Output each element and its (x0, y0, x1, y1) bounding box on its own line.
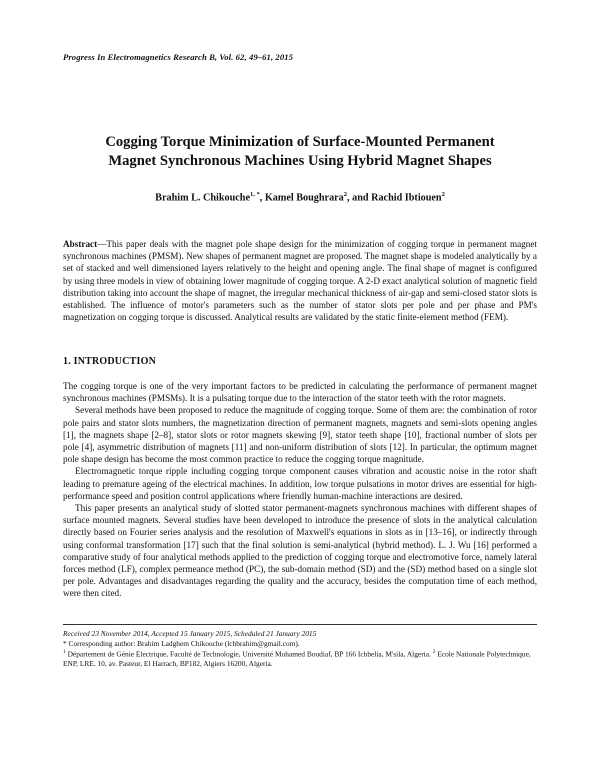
affiliation-1-text: Département de Génie Electrique, Faculté de Technologie, Université Mohamed Boudiaf, BP 166 Ichbelia, M'sila, Algeria. (65, 649, 433, 659)
received-dates: Received 23 November 2014, Accepted 15 January 2015, Scheduled 21 January 2015 (63, 629, 317, 638)
footnote-divider (63, 624, 537, 625)
footnote-mark: 1 (63, 649, 66, 656)
author-name: Brahim L. Chikouche (155, 192, 250, 204)
title-line-2: Magnet Synchronous Machines Using Hybrid Magnet Shapes (108, 153, 492, 169)
author-separator: , and (347, 192, 372, 204)
footnote-mark: * (63, 638, 67, 648)
paper-title (60, 133, 540, 171)
body-paragraph: The cogging torque is one of the very important factors to be predicted in calculating the performance of permanent magnet synchronous machines (PMSMs). It is a pulsating torque due to the interaction of the stator teeth with the rotor magnets. (63, 381, 537, 404)
abstract-label: Abstract (63, 239, 98, 249)
footnote-mark: 2 (432, 649, 436, 656)
title-line-1: Cogging Torque Minimization of Surface-Mounted Permanent (105, 134, 495, 150)
abstract (63, 238, 537, 323)
author-affiliation-mark: 1, * (249, 191, 260, 198)
section-heading: 1. INTRODUCTION (63, 356, 157, 367)
body-paragraph: Several methods have been proposed to reduce the magnitude of cogging torque. Some of them are: the combination of rotor pole pairs and stator slots numbers, the magnetization direction of permanent magnets, magnets and semi-slots opening angles [1], the magnets shape [2–8], stator slots or rotor magnets skewing [9], stator teeth shape [10], fractional number of slots per pole [4], asymmetric distribution of magnets [11] and non-uniform distribution of slots [12]. In particular, the optimum magnet pole shape design has become the most common practice to reduce the cogging torque magnitude. (63, 405, 537, 465)
affiliations-note (63, 648, 537, 669)
abstract-dash: — (97, 239, 107, 249)
journal-header: Progress In Electromagnetics Research B, Vol. 62, 49–61, 2015 (63, 52, 294, 62)
author-separator: , (259, 192, 265, 204)
author-affiliation-mark: 2 (343, 191, 348, 198)
affiliation-2-text: Ecole Nationale Polytechnique, ENP, LRE. 10, av. Pasteur, El Harrach, BP182, Algiers 16200, Algeria. (63, 649, 531, 669)
corresponding-author-text: Corresponding author: Brahim Ladghem Chikouche (lchbrahim@gmail.com). (66, 638, 300, 648)
footnotes (63, 629, 537, 669)
author-affiliation-mark: 2 (441, 191, 445, 198)
author-list (60, 191, 540, 203)
abstract-text: This paper deals with the magnet pole shape design for the minimization of cogging torque in permanent magnet synchronous machines (PMSM). New shapes of permanent magnet are proposed. The magnet shape is modeled analytically by a set of stacked and well dimensioned layers relatively to the height and opening angle. The final shape of magnet is configured by using three models in view of obtaining lower magnitude of cogging torque. A 2-D exact analytical solution of magnetic field distribution taking into account the shape of magnet, the irregular mechanical thickness of air-gap and semi-closed stator slots is established. The influence of motor's parameters such as the number of stator slots per pole and per phase and PM's magnetization on cogging torque is discussed. Analytical results are validated by the static finite-element method (FEM). (63, 239, 537, 323)
author-name: Rachid Ibtiouen (371, 192, 442, 204)
body-text (63, 380, 537, 600)
author-name: Kamel Boughrara (264, 192, 344, 204)
body-paragraph: Electromagnetic torque ripple including cogging torque component causes vibration and acoustic noise in the rotor shaft leading to premature ageing of the electrical machines. In addition, low torque pulsations in motor drives are essential for high-performance speed and position control applications where friendly human-machine interactions are desired. (63, 466, 537, 501)
corresponding-author-note (63, 639, 537, 649)
body-paragraph: This paper presents an analytical study of slotted stator permanent-magnets synchronous machines with different shapes of surface mounted magnets. Several studies have been developed to introduce the presence of slots in the analytical calculation directly based on Fourier series analysis and the resolution of Maxwell's equations in slots as in [13–16], or indirectly through using conformal transformation [17] such that the final solution is semi-analytical (hybrid method). L. J. Wu [16] performed a comparative study of four analytical methods applied to the prediction of cogging torque and electromotive force, namely lateral forces method (LF), complex permeance method (PC), the sub-domain method (SD) and the (SD) method based on a single slot per pole. Advantages and disadvantages regarding the quality and the accuracy, besides the computation time of each method, were then cited. (63, 503, 537, 599)
